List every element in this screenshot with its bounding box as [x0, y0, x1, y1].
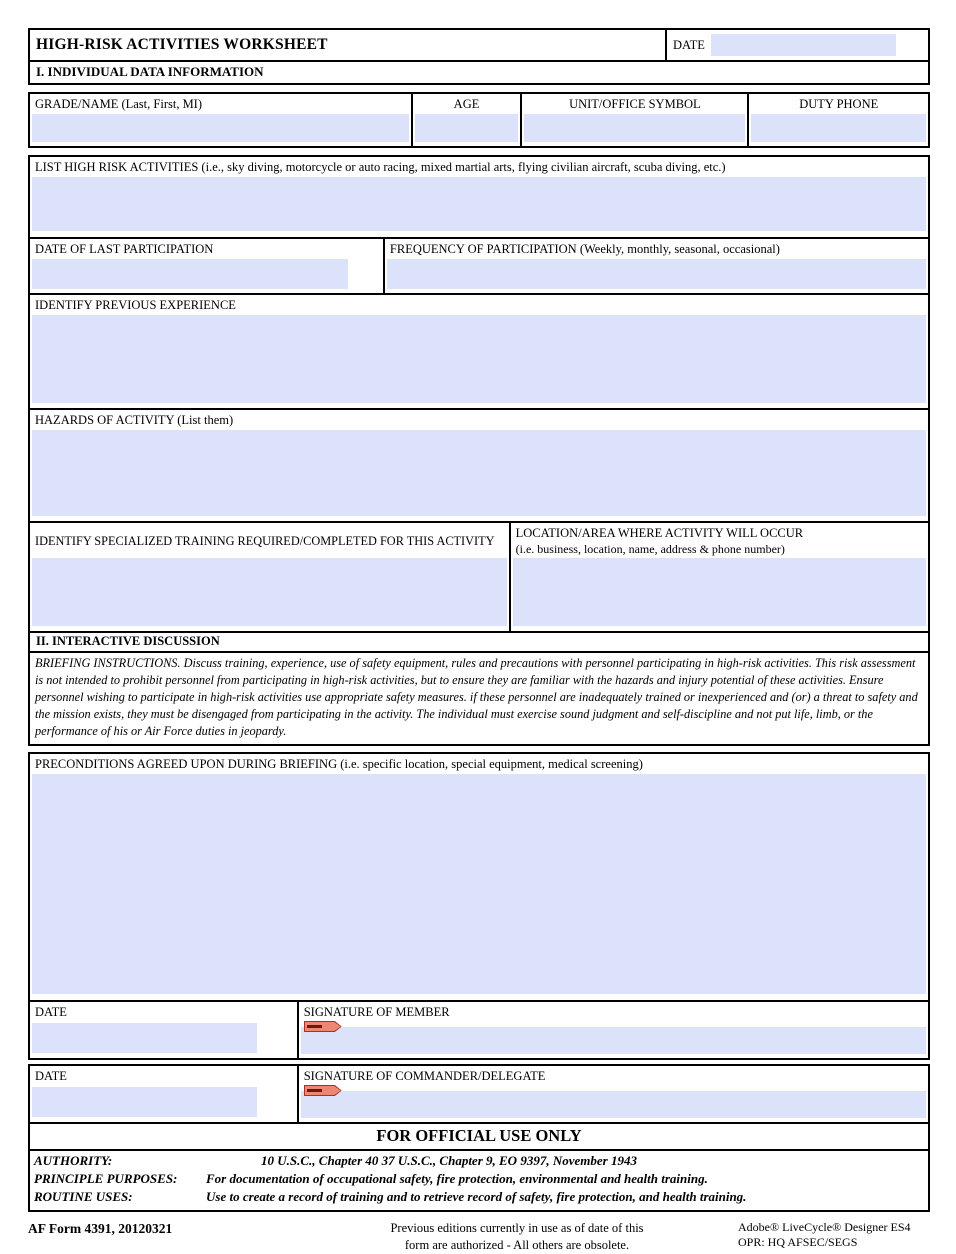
signature-official-box [28, 1064, 930, 1212]
date-label: DATE [673, 38, 705, 52]
high-risk-activities-label: LIST HIGH RISK ACTIVITIES (i.e., sky diving, motorcycle or auto racing, mixed martial arts, flying civilian aircraft, scuba diving, etc.) [35, 160, 726, 174]
last-participation-input[interactable] [32, 259, 348, 289]
specialized-training-label: IDENTIFY SPECIALIZED TRAINING REQUIRED/COMPLETED FOR THIS ACTIVITY [35, 533, 495, 548]
member-date-input[interactable] [32, 1023, 257, 1053]
briefing-instructions-text: BRIEFING INSTRUCTIONS. Discuss training, experience, use of safety equipment, rules and precautions with personnel participating in high-risk activities. This risk assessment is not intended to prohibit personnel from participating in high-risk activities, but to ensure they are familiar with the hazards and injury potential of these activities. Ensure personnel wishing to participate in high-risk activities use appropriate safety measures. if these personnel are inadequately trained or inexperienced and (or) a threat to safety and the mission exists, they must be disengaged from participating in the activity. The individual must exercise sound judgment and self-discipline and not put life, limb, or the performance of his or Air Force duties in jeopardy. [35, 656, 918, 738]
unit-office-symbol-input[interactable] [524, 114, 745, 142]
date-input[interactable] [711, 34, 896, 56]
commander-signature-label: SIGNATURE OF COMMANDER/DELEGATE [303, 1069, 546, 1083]
for-official-use-only-title: FOR OFFICIAL USE ONLY [376, 1126, 582, 1145]
form-number: AF Form 4391, 20120321 [28, 1221, 173, 1236]
member-date-label: DATE [35, 1005, 67, 1019]
opr-line: OPR: HQ AFSEC/SEGS [738, 1235, 858, 1249]
location-label-line1: LOCATION/AREA WHERE ACTIVITY WILL OCCUR [515, 526, 804, 540]
location-input[interactable] [513, 558, 926, 626]
commander-date-input[interactable] [32, 1087, 257, 1117]
previous-editions-line2: form are authorized - All others are obsolete. [404, 1238, 630, 1252]
duty-phone-input[interactable] [751, 114, 925, 142]
preconditions-label: PRECONDITIONS AGREED UPON DURING BRIEFING (i.e. specific location, special equipment, medical screening) [35, 757, 643, 771]
high-risk-activities-worksheet-form [28, 28, 930, 1254]
grade-name-input[interactable] [32, 114, 409, 142]
designer-opr-note [738, 1220, 930, 1250]
commander-date-label: DATE [35, 1069, 67, 1083]
form-footer [28, 1220, 930, 1254]
header-date-cell [665, 30, 928, 60]
specialized-training-input[interactable] [32, 558, 507, 626]
high-risk-activities-input[interactable] [32, 177, 926, 231]
activities-section-box [28, 155, 930, 746]
section-1-title: I. INDIVIDUAL DATA INFORMATION [36, 64, 264, 79]
sign-here-icon [304, 1021, 342, 1032]
preconditions-input[interactable] [32, 774, 926, 994]
sign-here-icon [304, 1085, 342, 1096]
member-signature-label: SIGNATURE OF MEMBER [303, 1005, 450, 1019]
previous-editions-note [296, 1220, 738, 1254]
authority-label: AUTHORITY: [34, 1153, 113, 1168]
location-label-line2: (i.e. business, location, name, address & phone number) [515, 542, 785, 556]
preconditions-box [28, 752, 930, 1060]
section-2-title: II. INTERACTIVE DISCUSSION [36, 634, 220, 648]
hazards-input[interactable] [32, 430, 926, 516]
last-participation-label: DATE OF LAST PARTICIPATION [35, 242, 214, 256]
form-title: HIGH-RISK ACTIVITIES WORKSHEET [36, 36, 328, 53]
privacy-act-statement [30, 1149, 928, 1210]
principle-purposes-label: PRINCIPLE PURPOSES: [34, 1171, 178, 1186]
unit-office-symbol-label: UNIT/OFFICE SYMBOL [569, 97, 701, 111]
previous-editions-line1: Previous editions currently in use as of date of this [390, 1221, 644, 1235]
previous-experience-label: IDENTIFY PREVIOUS EXPERIENCE [35, 298, 236, 312]
frequency-label: FREQUENCY OF PARTICIPATION (Weekly, monthly, seasonal, occasional) [389, 242, 780, 256]
routine-uses-label: ROUTINE USES: [34, 1189, 133, 1204]
routine-uses-value: Use to create a record of training and to retrieve record of safety, fire protection, and health training. [206, 1189, 747, 1204]
grade-name-label: GRADE/NAME (Last, First, MI) [35, 97, 203, 111]
designer-line: Adobe® LiveCycle® Designer ES4 [738, 1220, 911, 1234]
principle-purposes-value: For documentation of occupational safety, fire protection, environmental and health training. [206, 1171, 708, 1186]
hazards-label: HAZARDS OF ACTIVITY (List them) [35, 413, 234, 427]
duty-phone-label: DUTY PHONE [799, 97, 879, 111]
previous-experience-input[interactable] [32, 315, 926, 403]
commander-signature-input[interactable] [301, 1091, 926, 1118]
form-header-box [28, 28, 930, 85]
age-label: AGE [453, 97, 480, 111]
individual-data-box [28, 92, 930, 148]
frequency-input[interactable] [387, 259, 926, 289]
member-signature-input[interactable] [301, 1027, 926, 1054]
authority-value: 10 U.S.C., Chapter 40 37 U.S.C., Chapter 9, EO 9397, November 1943 [261, 1153, 637, 1168]
age-input[interactable] [415, 114, 519, 142]
